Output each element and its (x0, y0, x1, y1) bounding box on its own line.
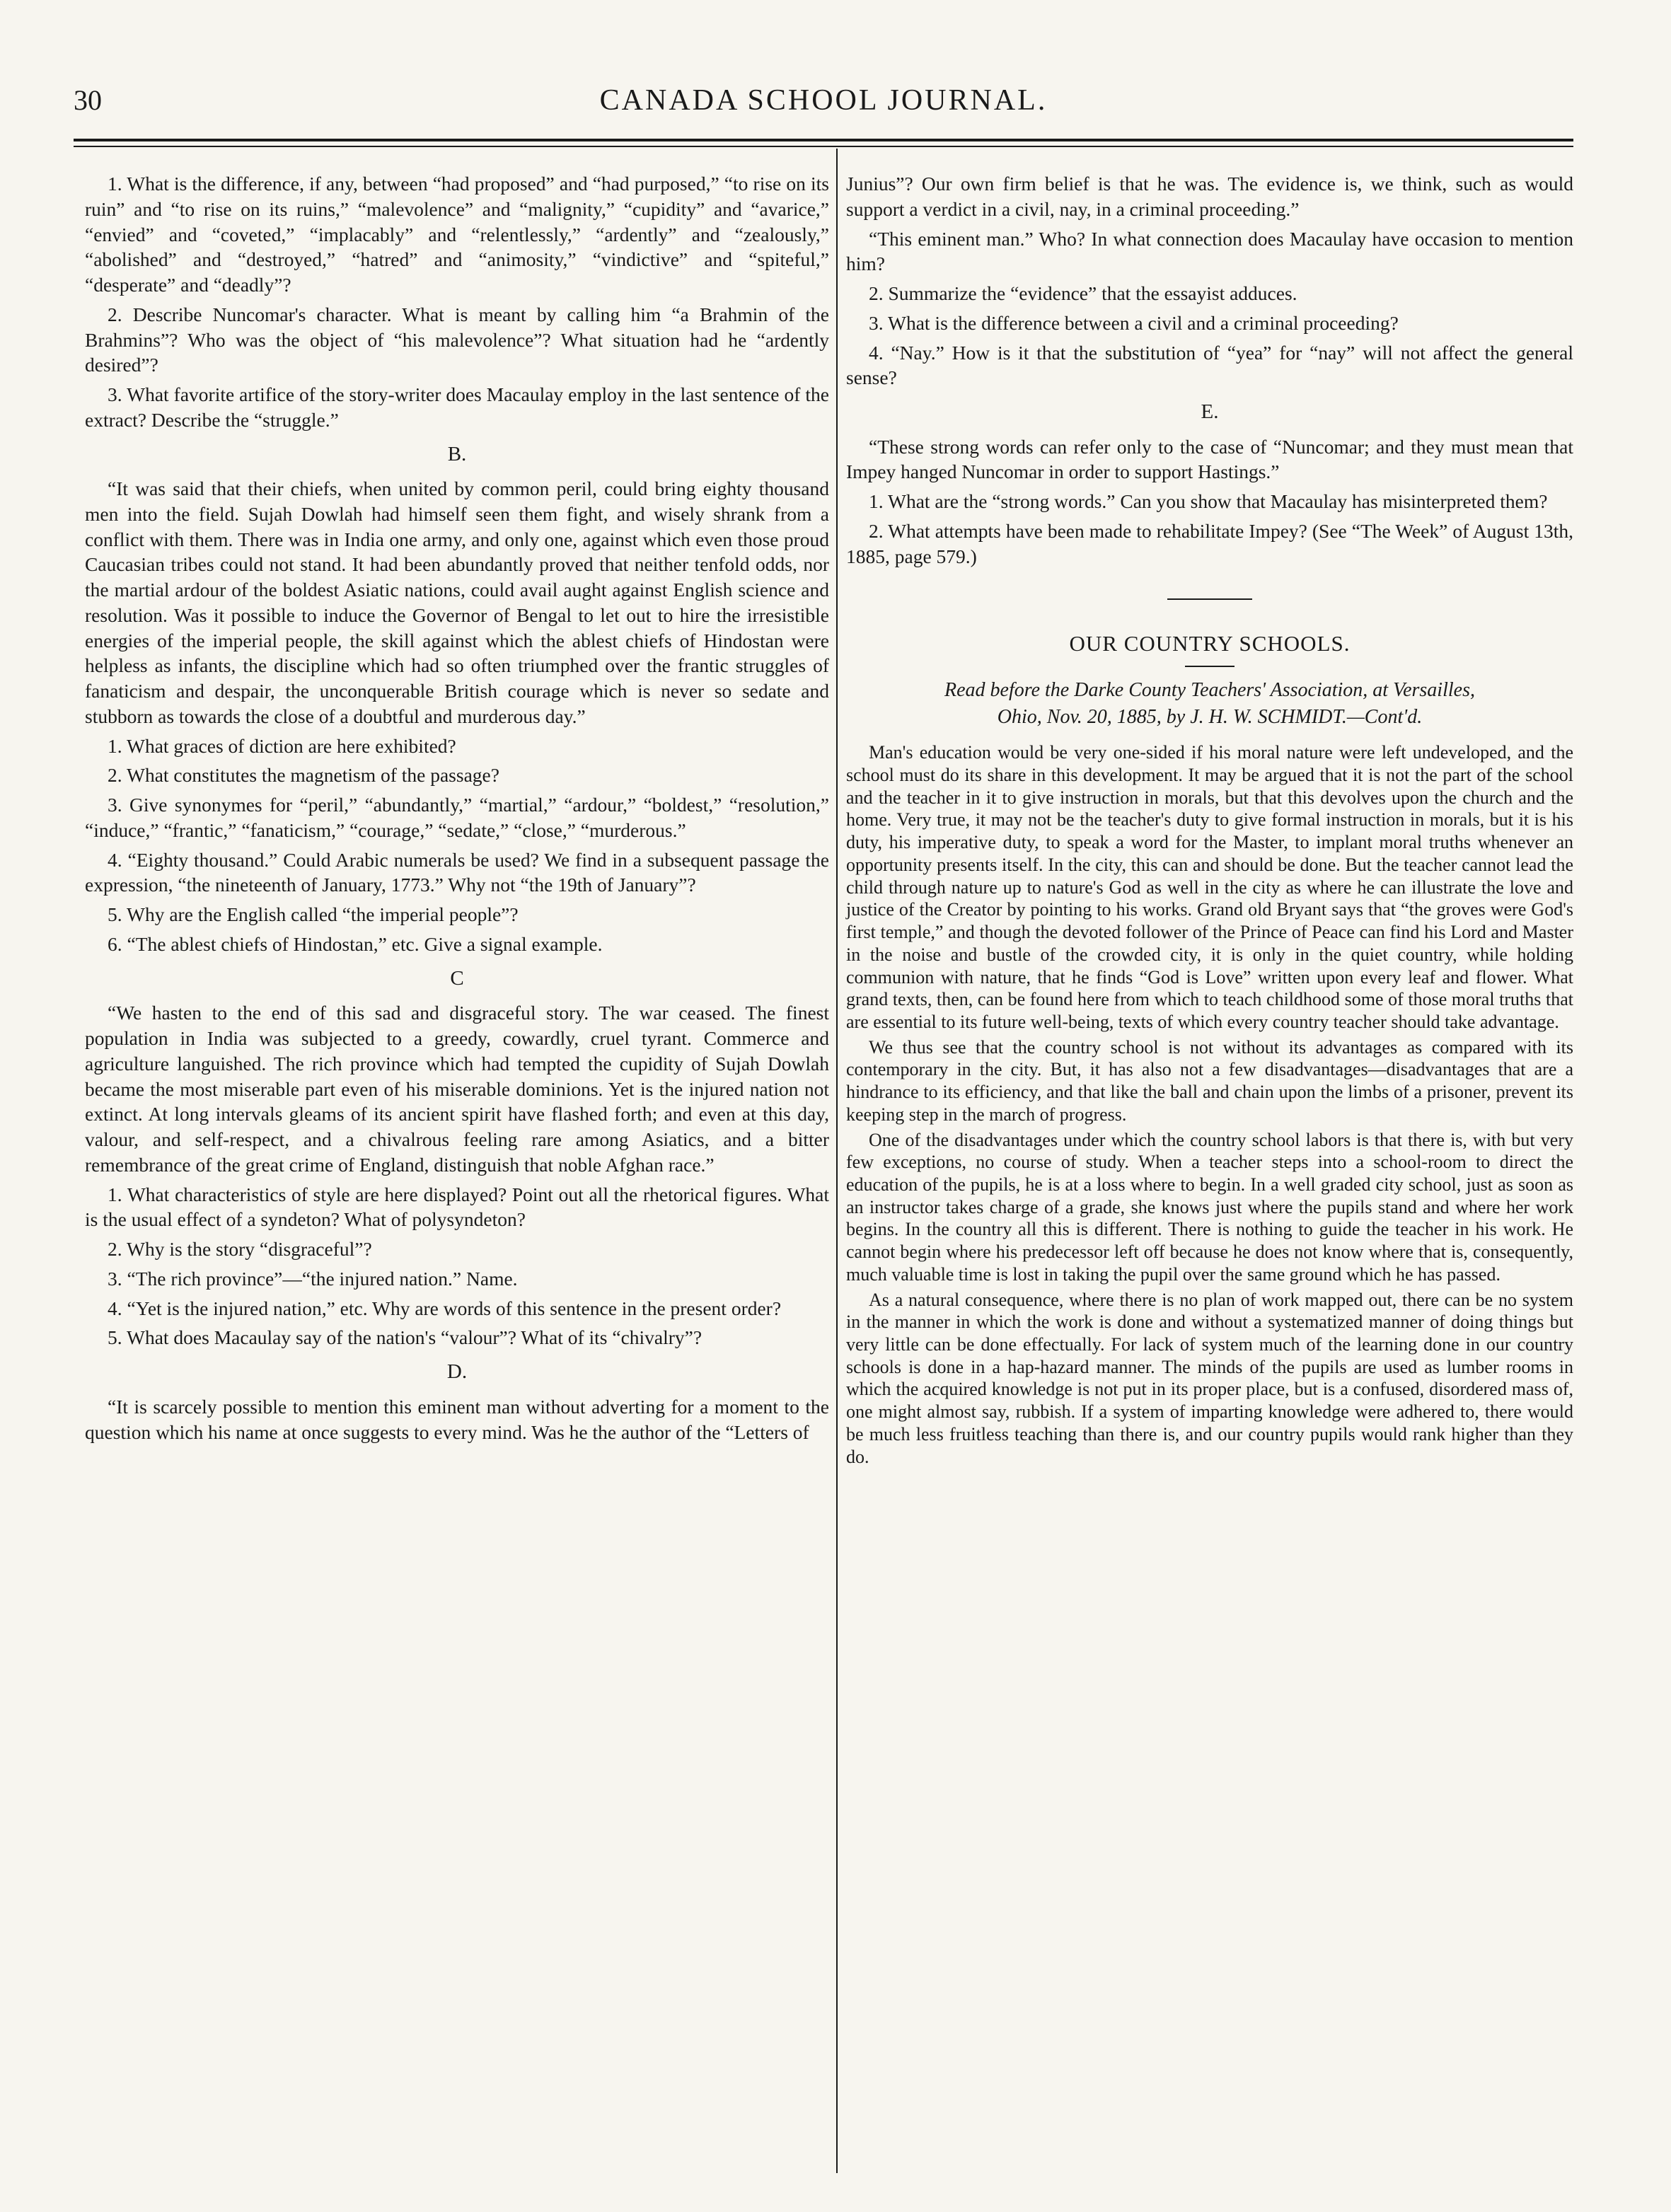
right-column (846, 171, 1573, 1471)
section-label: C (450, 966, 464, 990)
question: 3. Give synonymes for “peril,” “abundantly,” “martial,” “ardour,” “boldest,” “resolution,” “induce,” “frantic,” “fanaticism,” “courage,” “sedate,” “close,” “murderous.” (85, 794, 829, 841)
question: 2. Why is the story “disgraceful”? (108, 1238, 372, 1261)
article-byline-line-1: Read before the Darke County Teachers' Association, at Versailles, (944, 678, 1475, 701)
excerpt-quote-continued: Junius”? Our own firm belief is that he was. The evidence is, we think, such as would support a verdict in a civil, nay, in a criminal proceeding.” (846, 173, 1573, 220)
article-paragraph: One of the disadvantages under which the country school labors is that there is, with but very few exceptions, no course of study. When a teacher steps into a school-room to direct the education of the pupils, he is at a loss where to begin. In a well graded city school, just as soon as an instructor takes charge of a grade, she knows just where the pupils stand and where her work begins. In the country all this is different. There is nothing to guide the teacher in his work. He cannot begin where his predecessor left off because he does not know where that is, consequently, much valuable time is lost in taking the pupil over the same ground which he has passed. (846, 1129, 1573, 1285)
section-label: D. (446, 1360, 468, 1384)
question: 2. Describe Nuncomar's character. What is meant by calling him “a Brahmin of the Brahmins”? Who was the object of “his malevolence”? What situation had he “ardently desired”? (85, 303, 829, 376)
page-number: 30 (74, 84, 102, 116)
page-header (74, 83, 1573, 126)
question: 1. What is the difference, if any, between “had proposed” and “had purposed,” “to rise on its ruin” and “to rise on its ruins,” “malevolence” and “malignity,” “cupidity” and “avarice,” “envied” and “coveted,” “implacably” and “relentlessly,” “ardently” and “zealously,” “abolished” and “destroyed,” “hatred” and “animosity,” “vindictive” and “spiteful,” “desperate” and “deadly”? (85, 173, 829, 296)
header-rule-thin (74, 146, 1573, 147)
article-body (846, 741, 1573, 1468)
article-paragraph: Man's education would be very one-sided if his moral nature were left undeveloped, and the school must do its share in this development. It may be argued that it is not the part of the school and the teacher in it to give instruction in morals, but that this devolves upon the church and the home. Very true, it may not be the teacher's duty to give formal instruction in morals, but it is his duty, his imperative duty, to speak a word for the Master, to implant moral truths whenever an opportunity presents itself. In the city, this can and should be done. But the teacher cannot lead the child through nature up to nature's God as well in the city as where he can illustrate the love and justice of the Creator by pointing to his works. Grand old Bryant says that “the groves were God's first temple,” and though the devoted follower of the Prince of Peace can find his Lord and Master in the noise and bustle of the crowded city, it is only in the quiet country, while holding communion with nature, that he finds “God is Love” written upon every leaf and flower. What grand texts, then, can be found here from which to teach childhood some of those moral truths that are essential to its future well-being, texts of which every country teacher should take advantage. (846, 742, 1573, 1032)
header-rule-thick (74, 139, 1573, 141)
journal-title: CANADA SCHOOL JOURNAL. (599, 84, 1048, 117)
article-paragraph: As a natural consequence, where there is no plan of work mapped out, there can be no system in the manner in which the work is done and without a systematized manner of doing things but very little can be done effectually. For lack of system much of the learning done in our country schools is done in a hap-hazard manner. The minds of the pupils are used as lumber rooms in which the acquired knowledge is not put in its proper place, but is a confused, disordered mass of, one might almost say, rubbish. If a system of imparting knowledge were adhered to, there would be much less fruitless teaching than there is, and our country pupils would rank higher than they do. (846, 1289, 1573, 1467)
section-divider-rule (1167, 598, 1252, 600)
question: 5. What does Macaulay say of the nation's “valour”? What of its “chivalry”? (108, 1326, 702, 1349)
excerpt-quote: “It is scarcely possible to mention this eminent man without adverting for a moment to the question which his name at once suggests to every mind. Was he the author of the “Letters of (85, 1395, 829, 1443)
article-paragraph: We thus see that the country school is not without its advantages as compared with its contemporary in the city. But, it has also not a few disadvantages—disadvantages that are a hindrance to its efficiency, and that like the ball and chain upon the limbs of a prisoner, prevent its keeping step in the march of progress. (846, 1036, 1573, 1125)
article-heading: OUR COUNTRY SCHOOLS. (1069, 631, 1351, 656)
question: 2. What constitutes the magnetism of the passage? (108, 764, 499, 787)
excerpt-quote: “We hasten to the end of this sad and disgraceful story. The war ceased. The finest population in India was subjected to a greedy, cowardly, cruel tyrant. Commerce and agriculture languished. The rich province which had tempted the cupidity of Sujah Dowlah became the most miserable part even of his miserable dominions. Yet is the injured nation not extinct. At long intervals gleams of its ancient spirit have flashed forth; and even at this day, valour, and self-respect, and a chivalrous feeling rare among Asiatics, and a bitter remembrance of the great crime of England, distinguish that noble Afghan race.” (85, 1002, 829, 1176)
question: 6. “The ablest chiefs of Hindostan,” etc. Give a signal example. (108, 932, 603, 955)
question: 2. Summarize the “evidence” that the essayist adduces. (869, 282, 1297, 304)
heading-rule (1185, 666, 1235, 667)
question: 4. “Nay.” How is it that the substitution of “yea” for “nay” will not affect the general sense? (846, 341, 1573, 389)
question: “This eminent man.” Who? In what connection does Macaulay have occasion to mention him? (846, 227, 1573, 275)
article-byline (846, 677, 1573, 731)
question: 2. What attempts have been made to rehabilitate Impey? (See “The Week” of August 13th, 1885, page 579.) (846, 519, 1573, 567)
excerpt-quote: “These strong words can refer only to the case of “Nuncomar; and they must mean that Impey hanged Nuncomar in order to support Hastings.” (846, 435, 1573, 483)
section-label: B. (447, 442, 467, 465)
question: 5. Why are the English called “the imperial people”? (108, 903, 519, 926)
question: 4. “Eighty thousand.” Could Arabic numerals be used? We find in a subsequent passage the expression, “the nineteenth of January, 1773.” Why not “the 19th of January”? (85, 848, 829, 896)
left-column (85, 171, 829, 1449)
column-divider (836, 149, 838, 2173)
question: 1. What graces of diction are here exhibited? (108, 734, 456, 757)
article-byline-line-2: Ohio, Nov. 20, 1885, by J. H. W. SCHMIDT.—Cont'd. (997, 705, 1423, 728)
question: 1. What are the “strong words.” Can you show that Macaulay has misinterpreted them? (869, 490, 1548, 513)
question: 4. “Yet is the injured nation,” etc. Why are words of this sentence in the present order? (108, 1297, 782, 1319)
question: 1. What characteristics of style are here displayed? Point out all the rhetorical figures. What is the usual effect of a syndeton? What of polysyndeton? (85, 1183, 829, 1231)
question: 3. What is the difference between a civil and a criminal proceeding? (869, 311, 1399, 334)
question: 3. “The rich province”—“the injured nation.” Name. (108, 1267, 518, 1290)
excerpt-quote: “It was said that their chiefs, when united by common peril, could bring eighty thousand men into the field. Sujah Dowlah had himself seen them fight, and wisely shrank from a conflict with them. There was in India one army, and only one, against which even those proud Caucasian tribes could not stand. It had been abundantly proved that neither tenfold odds, nor the martial ardour of the boldest Asiatic nations, could avail aught against English science and resolution. Was it possible to induce the Governor of Bengal to let out to hire the irresistible energies of the imperial people, the skill against which the ablest chiefs of Hindostan were helpless as infants, the discipline which had so often triumphed over the frantic struggles of fanaticism and despair, the unconquerable British courage which is never so sedate and stubborn as towards the close of a doubtful and murderous day.” (85, 477, 829, 727)
question: 3. What favorite artifice of the story-writer does Macaulay employ in the last sentence of the extract? Describe the “struggle.” (85, 383, 829, 431)
section-label: E. (1201, 400, 1219, 423)
